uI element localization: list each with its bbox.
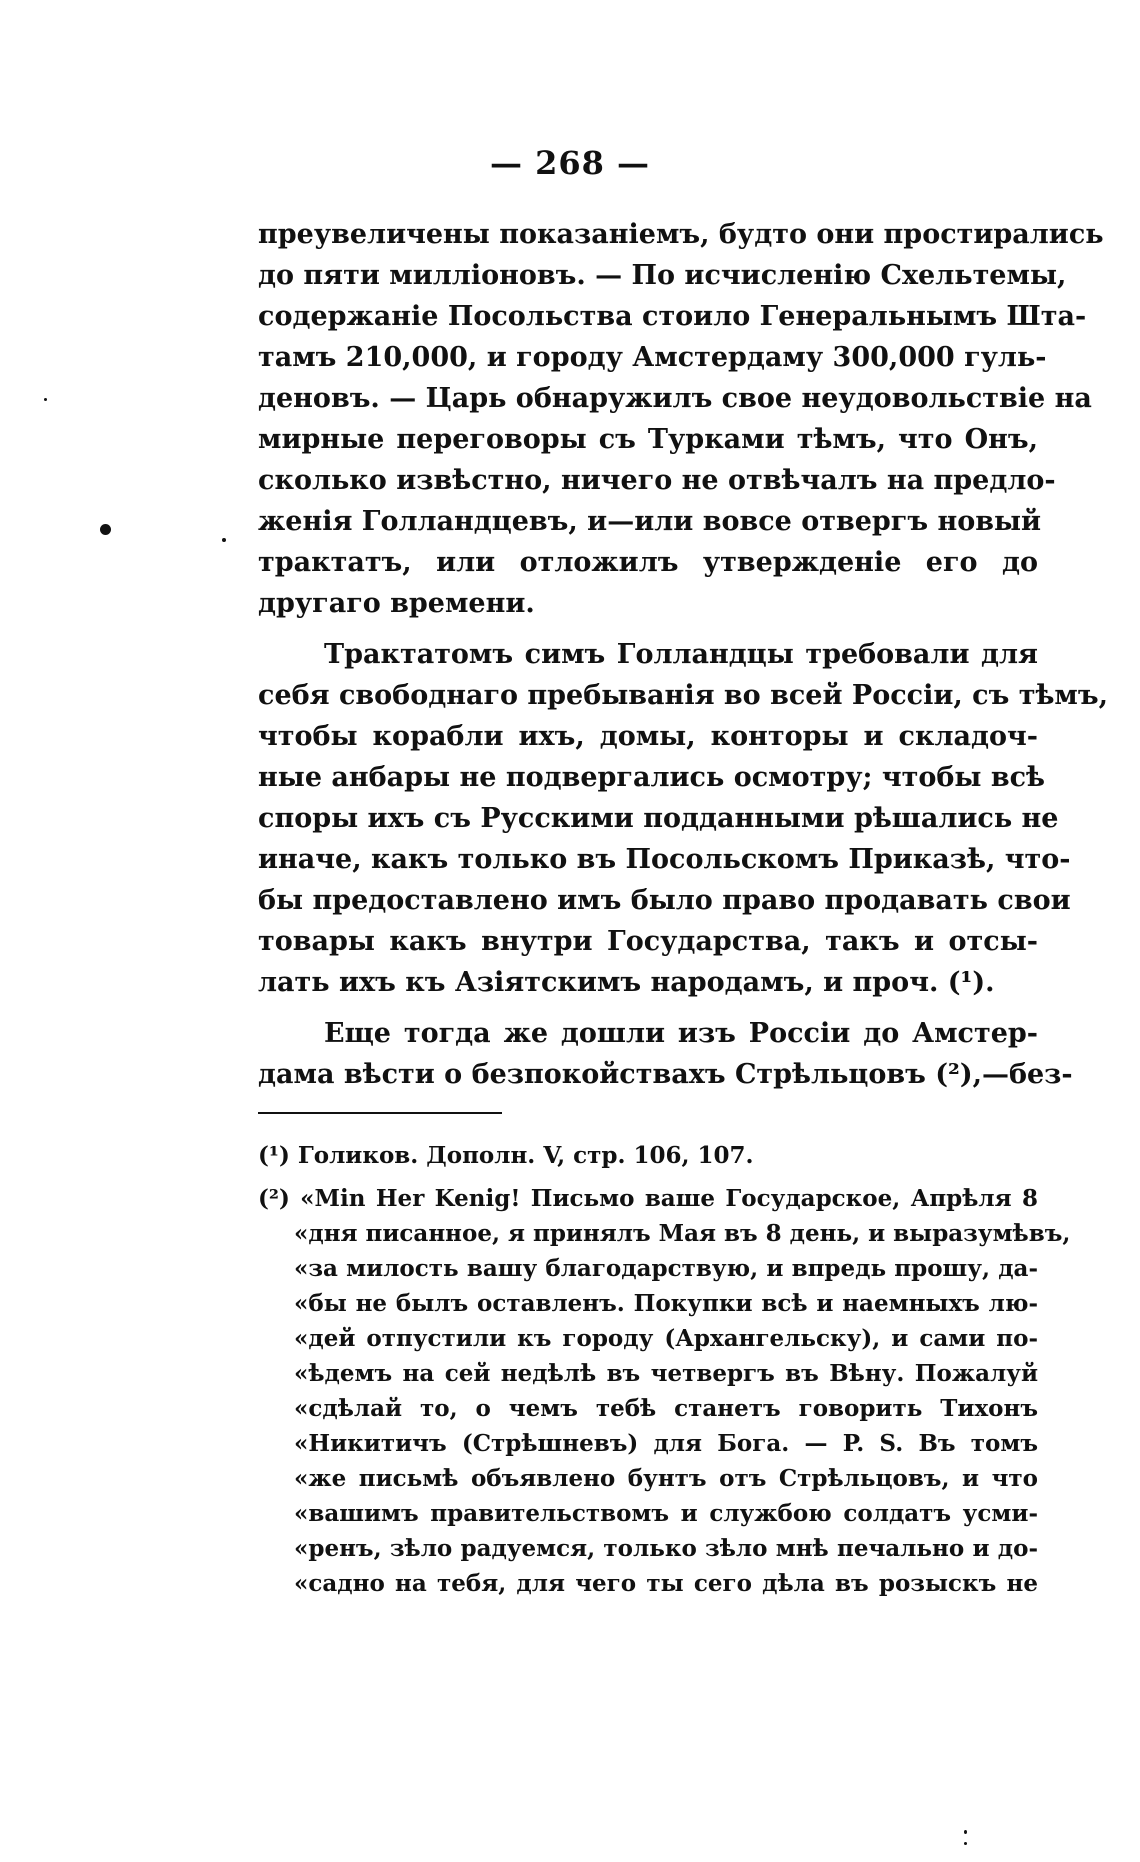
text-line: дама вѣсти о безпокойствахъ Стрѣльцовъ (²),—без- [258,1059,1073,1090]
text-line: Трактатомъ симъ Голландцы требовали для [324,639,1038,670]
text-line: иначе, какъ только въ Посольскомъ Приказѣ, что- [258,844,1071,875]
footnote-line: (²) «Min Her Kenig! Письмо ваше Государское, Апрѣля 8 [258,1185,1038,1212]
text-line: бы предоставлено имъ было право продавать свои [258,885,1071,916]
text-line: другаго времени. [258,588,535,619]
text-line: мирные переговоры съ Турками тѣмъ, что Онъ, [258,424,1038,455]
text-line: чтобы корабли ихъ, домы, конторы и складоч- [258,721,1038,752]
text-line: содержаніе Посольства стоило Генеральнымъ Шта- [258,301,1087,332]
text-line: себя свободнаго пребыванія во всей Россіи, съ тѣмъ, [258,680,1108,711]
footnote [258,1181,1071,1601]
footnotes [258,1138,1071,1601]
scan-speck [222,538,226,542]
paragraph [258,214,1104,624]
footnote-line: «за милость вашу благодарствую, и впредь прошу, да- [294,1255,1038,1282]
footnote-line: (¹) Голиков. Дополн. V, стр. 106, 107. [258,1142,754,1169]
scan-speck [44,398,47,401]
footnote-line: «вашимъ правительствомъ и службою солдатъ усми- [294,1500,1038,1527]
scan-speck [964,1842,967,1845]
footnote-line: «садно на тебя, для чего ты сего дѣла въ розыскъ не [294,1570,1038,1597]
text-line: лать ихъ къ Азіятскимъ народамъ, и проч. (¹). [258,967,995,998]
paragraph [258,1013,1073,1095]
text-line: преувеличены показаніемъ, будто они простирались [258,219,1104,250]
footnote-line: «ренъ, зѣло радуемся, только зѣло мнѣ печально и до- [294,1535,1038,1562]
footnote-line: «Никитичъ (Стрѣшневъ) для Бога. — P. S. Въ томъ [294,1430,1038,1457]
text-line: споры ихъ съ Русскими подданными рѣшались не [258,803,1059,834]
scan-speck [964,1830,967,1834]
footnote-rule [258,1112,502,1114]
text-line: тамъ 210,000, и городу Амстердаму 300,000 гуль- [258,342,1047,373]
footnote-line: «сдѣлай то, о чемъ тебѣ станетъ говорить Тихонъ [294,1395,1038,1422]
text-line: женія Голландцевъ, и—или вовсе отвергъ новый [258,506,1042,537]
footnote-line: «дей отпустили къ городу (Архангельску), и сами по- [294,1325,1038,1352]
text-line: трактатъ, или отложилъ утвержденіе его до [258,547,1038,578]
text-line: деновъ. — Царь обнаружилъ свое неудовольствіе на [258,383,1092,414]
footnote-line: «дня писанное, я принялъ Мая въ 8 день, и выразумѣвъ, [294,1220,1071,1247]
text-line: Еще тогда же дошли изъ Россіи до Амстер- [324,1018,1038,1049]
footnote [258,1138,1038,1173]
body-text [258,214,1108,1095]
text-line: до пяти милліоновъ. — По исчисленію Схельтемы, [258,260,1067,291]
paragraph [258,634,1108,1003]
scan-speck [100,524,111,535]
footnote-line: «ѣдемъ на сей недѣлѣ въ четвергъ въ Вѣну. Пожалуй [294,1360,1038,1387]
text-line: ные анбары не подвергались осмотру; чтобы всѣ [258,762,1046,793]
footnote-line: «же письмѣ объявлено бунтъ отъ Стрѣльцовъ, и что [294,1465,1038,1492]
footnote-line: «бы не былъ оставленъ. Покупки всѣ и наемныхъ лю- [294,1290,1038,1317]
text-line: товары какъ внутри Государства, такъ и отсы- [258,926,1038,957]
page-number: — 268 — [489,144,651,182]
text-line: сколько извѣстно, ничего не отвѣчалъ на предло- [258,465,1056,496]
